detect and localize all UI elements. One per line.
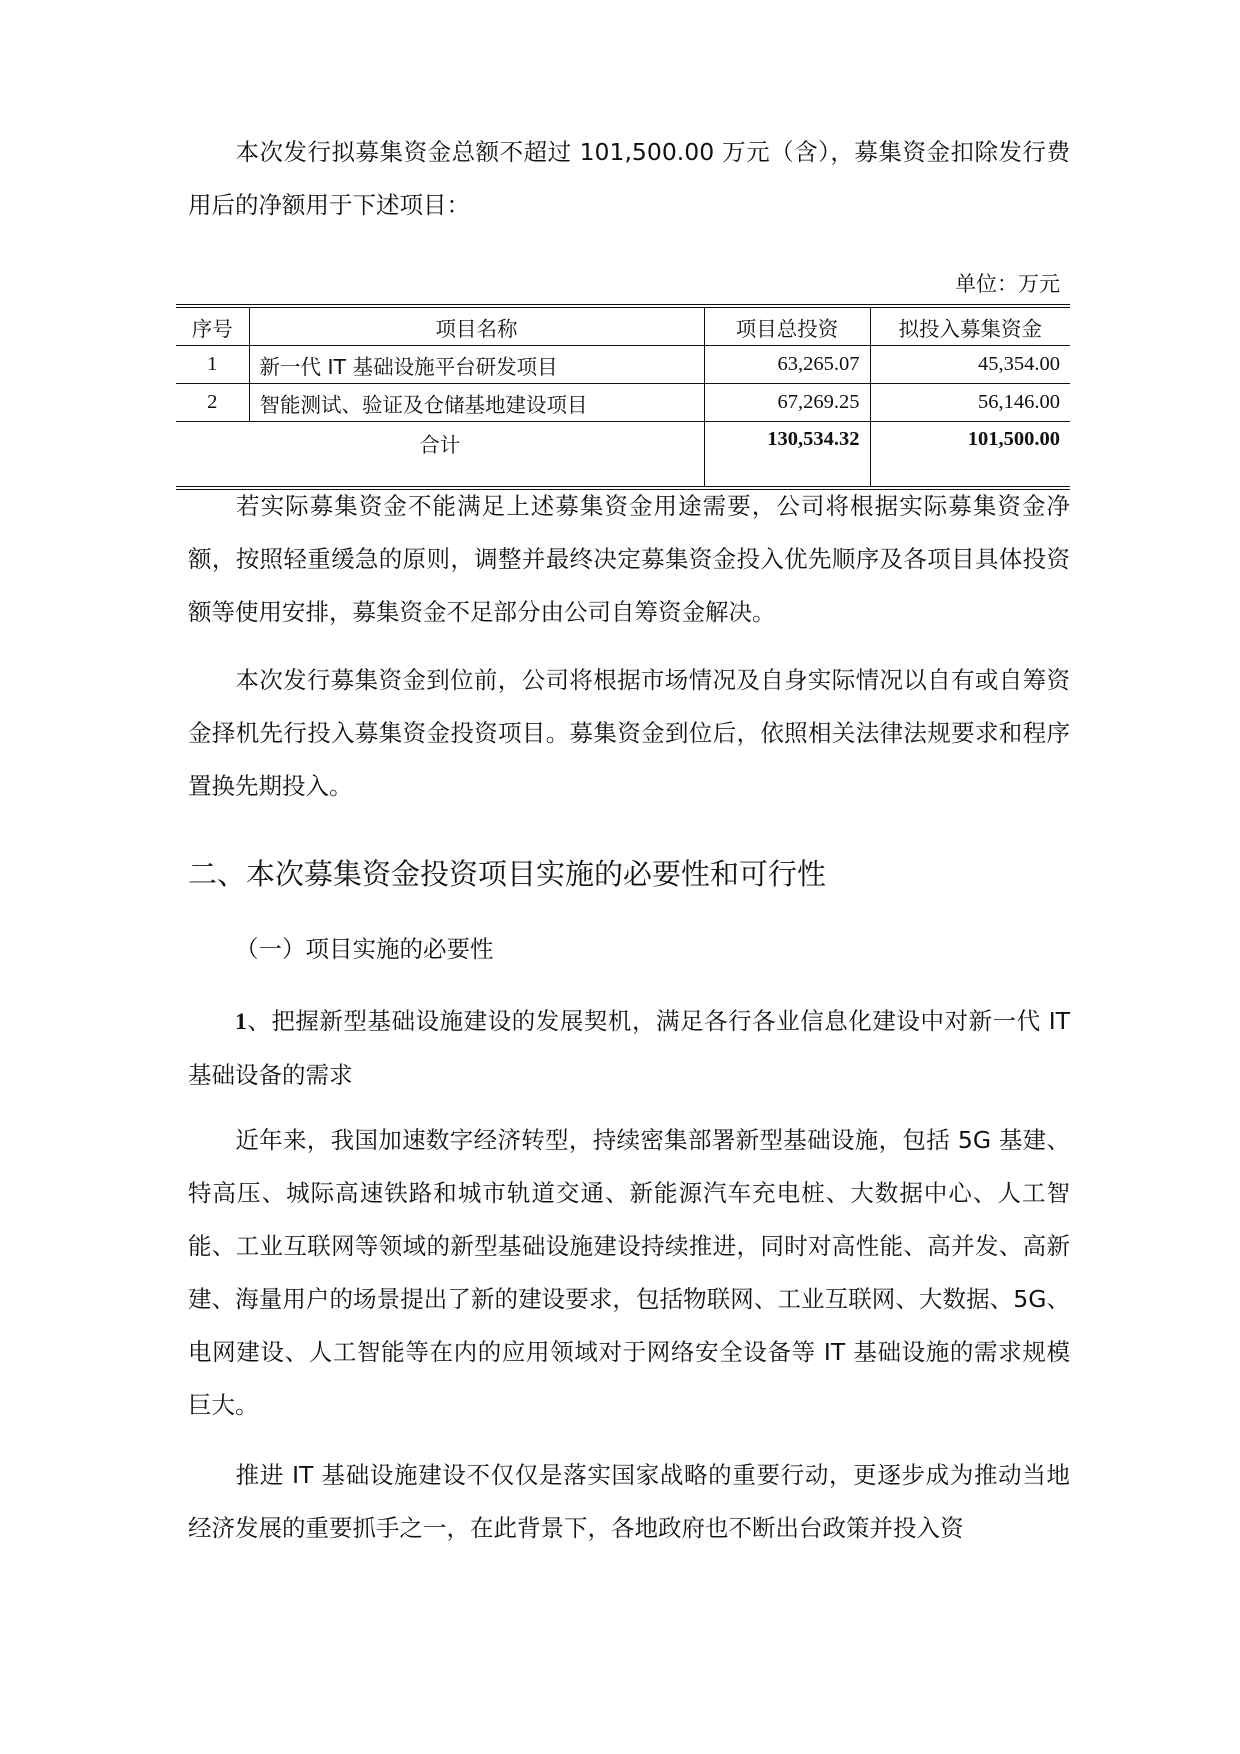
- section-title: 二、本次募集资金投资项目实施的必要性和可行性: [188, 857, 827, 891]
- header-raised-funds: 拟投入募集资金: [870, 306, 1070, 346]
- header-index: 序号: [176, 306, 249, 346]
- paragraph-insufficient-funds: 若实际募集资金不能满足上述募集资金用途需要，公司将根据实际募集资金净额，按照轻重缓急的原则，调整并最终决定募集资金投入优先顺序及各项目具体投资额等使用安排，募集资金不足部分由公司自筹资金解决。: [188, 492, 1070, 626]
- table-row: [176, 346, 1070, 384]
- point-number: 1: [235, 1009, 247, 1035]
- table-unit-label: 单位：万元: [955, 272, 1060, 296]
- row-total-investment: 67,269.25: [704, 384, 870, 422]
- header-total-investment: 项目总投资: [704, 306, 870, 346]
- paragraph-prior-investment: 本次发行募集资金到位前，公司将根据市场情况及自身实际情况以自有或自筹资金择机先行投入募集资金投资项目。募集资金到位后，依照相关法律法规要求和程序置换先期投入。: [188, 666, 1070, 800]
- total-investment-sum: 130,534.32: [704, 422, 870, 489]
- table-row: [176, 384, 1070, 422]
- paragraph-new-infrastructure: 近年来，我国加速数字经济转型，持续密集部署新型基础设施，包括 5G 基建、特高压、城际高速铁路和城市轨道交通、新能源汽车充电桩、大数据中心、人工智能、工业互联网等领域的新型基础设施建设持续推进，同时对高性能、高并发、高新建、海量用户的场景提出了新的建设要求，包括物联网、工业互联网、大数据、5G、电网建设、人工智能等在内的应用领域对于网络安全设备等 IT 基础设施的需求规模巨大。: [188, 1126, 1070, 1419]
- subsection-title: （一）项目实施的必要性: [235, 935, 494, 963]
- row-project-name: 智能测试、验证及仓储基地建设项目: [249, 384, 704, 422]
- total-raised-sum: 101,500.00: [870, 422, 1070, 489]
- total-label: 合计: [176, 422, 704, 489]
- header-project-name: 项目名称: [249, 306, 704, 346]
- row-index: 2: [176, 384, 249, 422]
- row-index: 1: [176, 346, 249, 384]
- point-heading-1: 1、把握新型基础设施建设的发展契机，满足各行各业信息化建设中对新一代 IT 基础设备的需求: [188, 1007, 1070, 1089]
- row-project-name: 新一代 IT 基础设施平台研发项目: [249, 346, 704, 384]
- row-raised-funds: 56,146.00: [870, 384, 1070, 422]
- paragraph-it-infrastructure: 推进 IT 基础设施建设不仅仅是落实国家战略的重要行动，更逐步成为推动当地经济发展的重要抓手之一，在此背景下，各地政府也不断出台政策并投入资: [188, 1461, 1070, 1542]
- table-total-row: [176, 422, 1070, 489]
- fund-usage-table: [176, 304, 1070, 490]
- row-raised-funds: 45,354.00: [870, 346, 1070, 384]
- row-total-investment: 63,265.07: [704, 346, 870, 384]
- table-header-row: [176, 306, 1070, 346]
- intro-paragraph: 本次发行拟募集资金总额不超过 101,500.00 万元（含），募集资金扣除发行费用后的净额用于下述项目：: [188, 138, 1070, 219]
